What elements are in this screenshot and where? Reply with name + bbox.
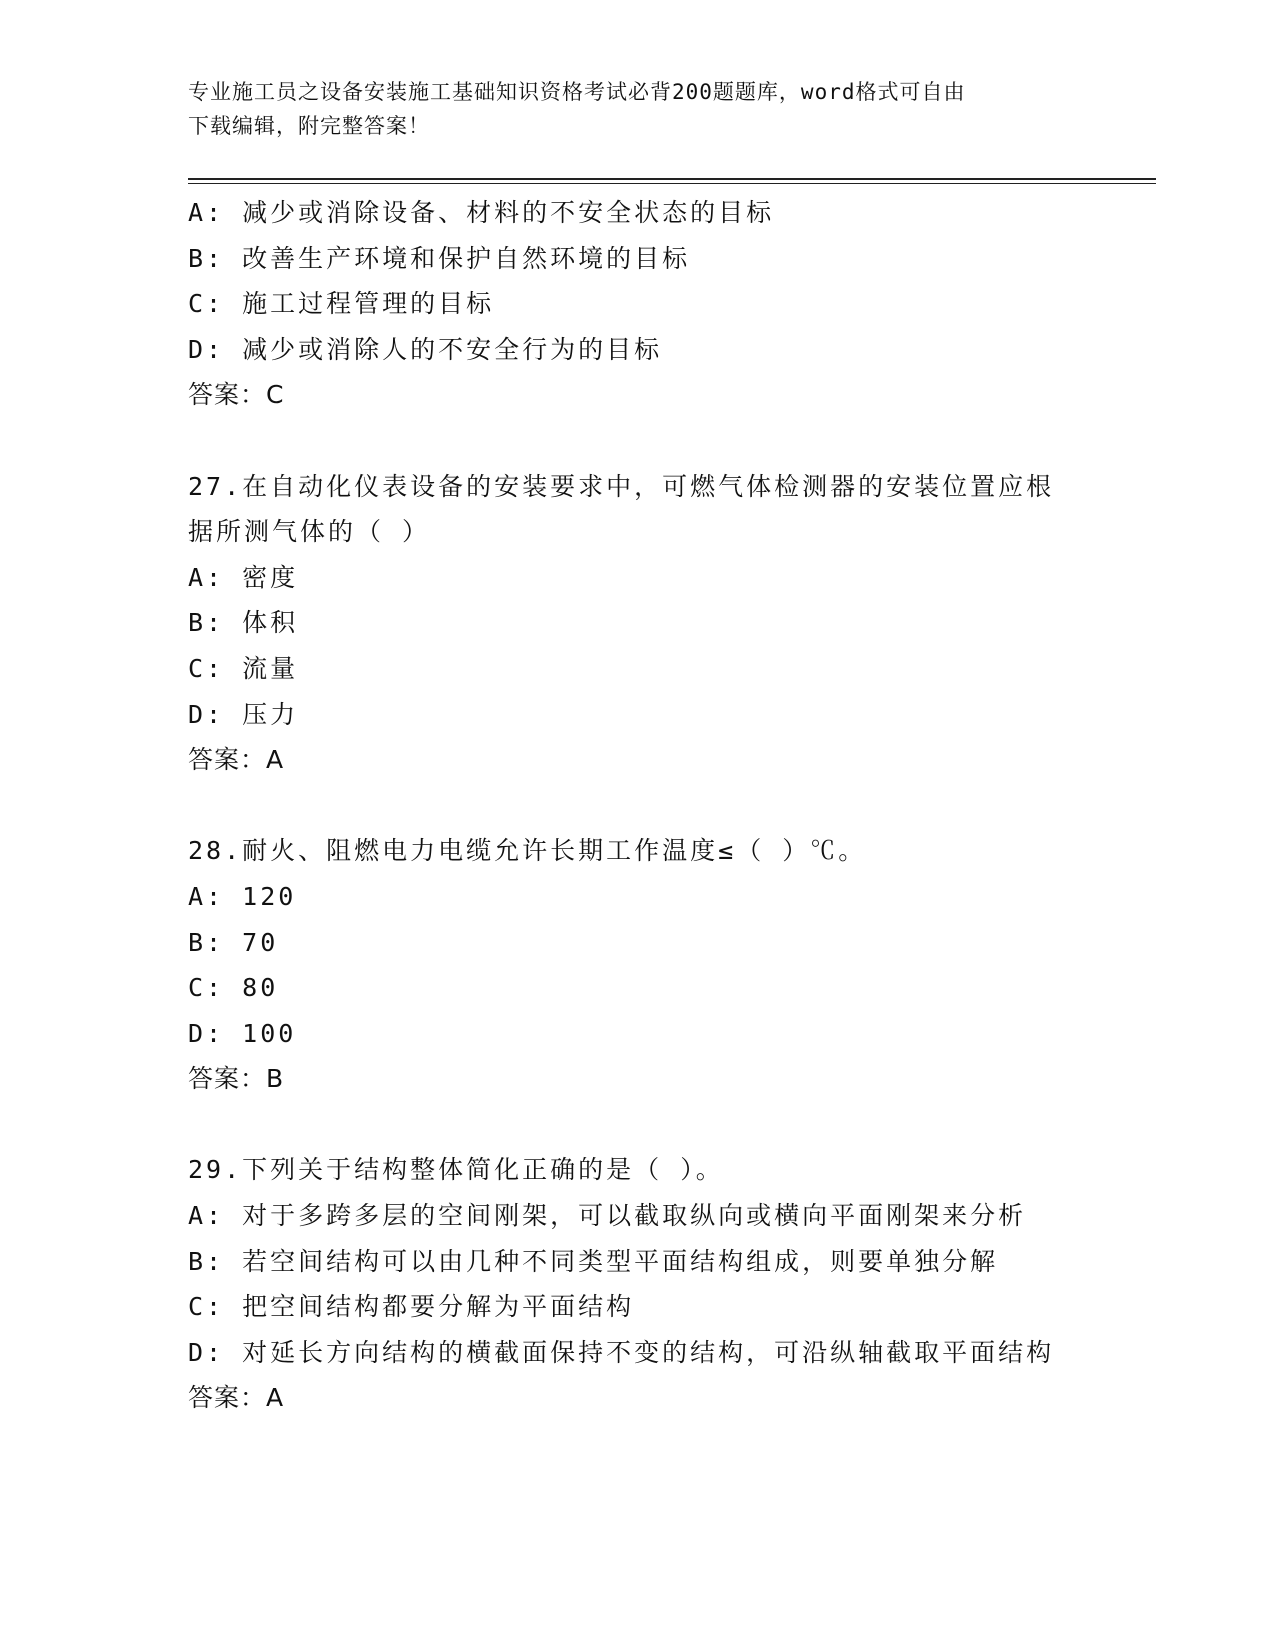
option-c: C: 流量 [188,653,299,683]
option-a: A: 120 [188,881,297,911]
question-stem: 29.下列关于结构整体简化正确的是（ ）。 [188,1155,724,1185]
document-header [188,75,1088,143]
option-a: A: 对于多跨多层的空间刚架，可以截取纵向或横向平面刚架来分析 [188,1201,1027,1231]
option-d: D: 压力 [188,699,299,729]
question-stem: 28.耐火、阻燃电力电缆允许长期工作温度≤（ ）℃。 [188,836,867,866]
option-d: D: 对延长方向结构的横截面保持不变的结构，可沿纵轴截取平面结构 [188,1337,1055,1367]
option-d: D: 100 [188,1018,297,1048]
question-29 [188,1147,1088,1421]
question-stem-continued: 据所测气体的（ ） [188,517,431,547]
option-a: A: 密度 [188,562,299,592]
question-27 [188,464,1088,783]
header-divider-thin [188,183,1156,184]
answer: 答案：C [188,380,285,410]
option-a: A: 减少或消除设备、材料的不安全状态的目标 [188,198,775,227]
question-stem: 27.在自动化仪表设备的安装要求中，可燃气体检测器的安装位置应根 [188,471,1055,501]
option-c: C: 80 [188,973,279,1003]
question-list [188,190,1088,1421]
option-b: B: 体积 [188,608,299,638]
option-d: D: 减少或消除人的不安全行为的目标 [188,334,663,364]
question-28 [188,828,1088,1102]
spacer [188,783,1088,829]
option-c: C: 把空间结构都要分解为平面结构 [188,1292,635,1322]
option-b: B: 70 [188,927,279,957]
option-b: B: 若空间结构可以由几种不同类型平面结构组成，则要单独分解 [188,1246,999,1276]
header-line-2: 下载编辑，附完整答案！ [188,114,430,138]
option-b: B: 改善生产环境和保护自然环境的目标 [188,243,691,273]
answer: 答案：A [188,1383,285,1413]
header-divider [188,178,1156,180]
header-line-1: 专业施工员之设备安装施工基础知识资格考试必背200题题库，word格式可自由 [188,80,966,104]
answer: 答案：B [188,1064,285,1094]
spacer [188,418,1088,464]
question-26 [188,190,1088,418]
spacer [188,1102,1088,1148]
option-c: C: 施工过程管理的目标 [188,289,495,319]
answer: 答案：A [188,745,285,775]
